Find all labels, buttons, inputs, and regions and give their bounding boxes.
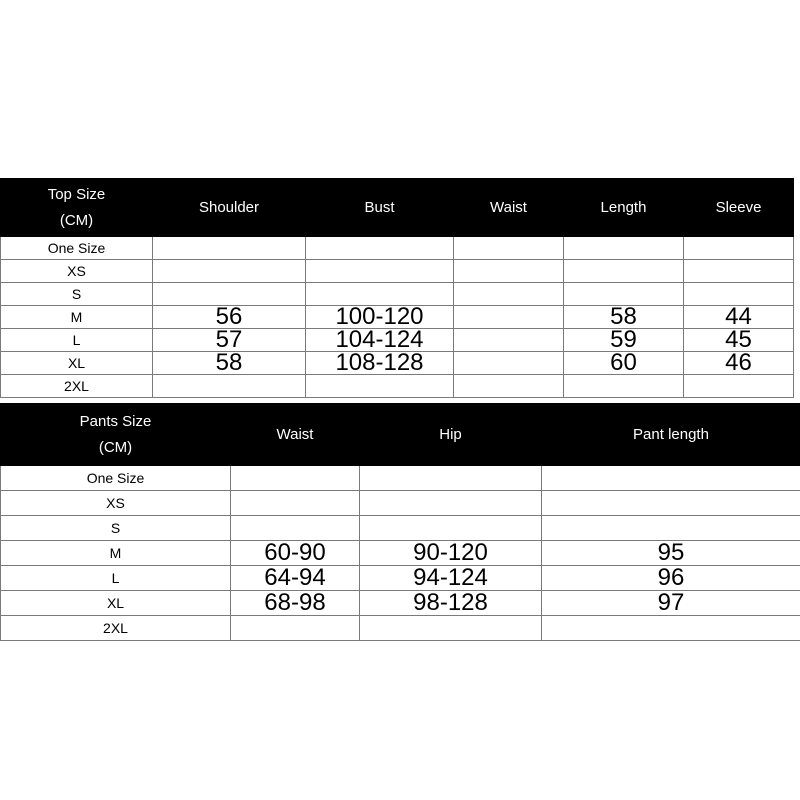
top-value-cell: 56 <box>153 306 306 329</box>
pants-value-cell: 95 <box>542 541 800 566</box>
top-value-cell <box>153 375 306 398</box>
top-value-cell: 46 <box>684 352 794 375</box>
top-size-label: XS <box>1 260 153 283</box>
top-value-cell <box>454 329 564 352</box>
pants-size-label: XS <box>1 491 231 516</box>
top-value-cell: 100-120 <box>306 306 454 329</box>
top-size-header-unit: (CM) <box>59 211 94 229</box>
pants-value-cell: 94-124 <box>360 566 542 591</box>
top-value-cell <box>306 237 454 260</box>
top-value-cell <box>454 260 564 283</box>
pants-table-row <box>1 491 800 516</box>
pants-value-cell: 97 <box>542 591 800 616</box>
pants-size-label: XL <box>1 591 231 616</box>
pants-header-row <box>1 404 800 466</box>
top-size-label: XL <box>1 352 153 375</box>
top-value-cell <box>564 283 684 306</box>
top-value-cell <box>153 260 306 283</box>
pants-table-row <box>1 466 800 491</box>
pants-value-cell <box>360 616 542 641</box>
top-table-row <box>1 260 794 283</box>
pants-table-row <box>1 591 800 616</box>
header-pant-length: Pant length <box>542 404 800 466</box>
pants-value-cell: 68-98 <box>231 591 360 616</box>
pants-size-table <box>0 403 800 641</box>
top-size-label: M <box>1 306 153 329</box>
pants-table-row <box>1 616 800 641</box>
pants-size-label: L <box>1 566 231 591</box>
top-size-table <box>0 178 794 398</box>
pants-size-label: S <box>1 516 231 541</box>
top-value-cell: 45 <box>684 329 794 352</box>
pants-value-cell <box>542 616 800 641</box>
top-value-cell <box>153 283 306 306</box>
top-value-cell <box>306 283 454 306</box>
header-waist: Waist <box>454 179 564 237</box>
pants-value-cell: 64-94 <box>231 566 360 591</box>
header-sleeve: Sleeve <box>684 179 794 237</box>
top-value-cell <box>454 375 564 398</box>
top-value-cell <box>564 375 684 398</box>
top-value-cell <box>306 375 454 398</box>
top-size-label: L <box>1 329 153 352</box>
top-value-cell <box>684 237 794 260</box>
top-value-cell <box>564 260 684 283</box>
top-value-cell <box>564 237 684 260</box>
top-value-cell: 59 <box>564 329 684 352</box>
top-value-cell: 58 <box>564 306 684 329</box>
pants-value-cell: 60-90 <box>231 541 360 566</box>
top-table-row <box>1 237 794 260</box>
top-value-cell <box>454 237 564 260</box>
pants-size-header-title: Pants Size <box>79 412 152 430</box>
pants-size-label: M <box>1 541 231 566</box>
pants-table-row <box>1 566 800 591</box>
top-size-label: 2XL <box>1 375 153 398</box>
top-table-row <box>1 329 794 352</box>
pants-value-cell <box>360 491 542 516</box>
pants-size-label: One Size <box>1 466 231 491</box>
header-shoulder: Shoulder <box>153 179 306 237</box>
top-value-cell <box>454 352 564 375</box>
top-value-cell <box>306 260 454 283</box>
top-size-header-title: Top Size <box>47 185 106 203</box>
top-size-header <box>1 179 153 237</box>
top-table-row <box>1 306 794 329</box>
top-table-row <box>1 283 794 306</box>
top-table-row <box>1 375 794 398</box>
pants-table-row <box>1 541 800 566</box>
pants-value-cell <box>231 516 360 541</box>
top-header-row <box>1 179 794 237</box>
header-pants-waist: Waist <box>231 404 360 466</box>
top-value-cell: 58 <box>153 352 306 375</box>
top-value-cell: 60 <box>564 352 684 375</box>
header-length: Length <box>564 179 684 237</box>
pants-value-cell <box>231 616 360 641</box>
top-value-cell <box>153 237 306 260</box>
pants-value-cell <box>360 516 542 541</box>
header-hip: Hip <box>360 404 542 466</box>
top-value-cell <box>684 260 794 283</box>
top-value-cell <box>454 306 564 329</box>
pants-value-cell: 96 <box>542 566 800 591</box>
pants-table-row <box>1 516 800 541</box>
pants-value-cell <box>542 491 800 516</box>
pants-value-cell <box>231 466 360 491</box>
pants-value-cell: 98-128 <box>360 591 542 616</box>
pants-value-cell <box>360 466 542 491</box>
top-value-cell: 104-124 <box>306 329 454 352</box>
pants-value-cell: 90-120 <box>360 541 542 566</box>
top-size-label: S <box>1 283 153 306</box>
top-table-row <box>1 352 794 375</box>
top-value-cell <box>454 283 564 306</box>
header-bust: Bust <box>306 179 454 237</box>
top-value-cell: 44 <box>684 306 794 329</box>
top-value-cell: 57 <box>153 329 306 352</box>
top-value-cell: 108-128 <box>306 352 454 375</box>
pants-size-header <box>1 404 231 466</box>
pants-value-cell <box>231 491 360 516</box>
pants-size-header-unit: (CM) <box>98 438 133 456</box>
top-value-cell <box>684 375 794 398</box>
pants-size-label: 2XL <box>1 616 231 641</box>
top-size-label: One Size <box>1 237 153 260</box>
pants-value-cell <box>542 516 800 541</box>
pants-value-cell <box>542 466 800 491</box>
top-value-cell <box>684 283 794 306</box>
